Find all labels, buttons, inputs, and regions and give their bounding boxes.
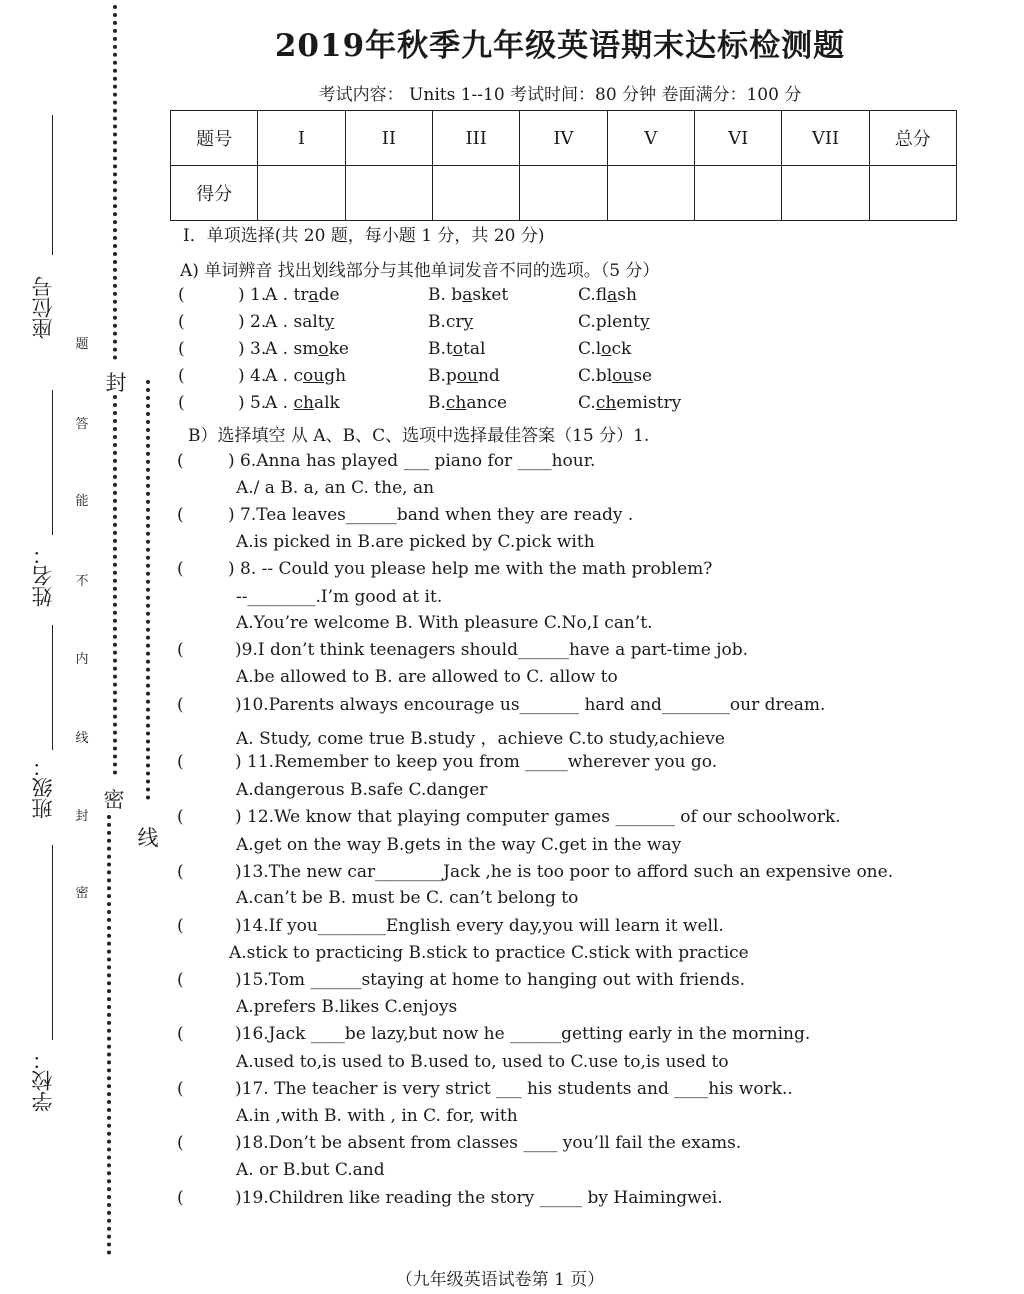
underlined-letters: ou <box>456 366 478 386</box>
seal-mark: 密 <box>103 788 125 812</box>
score-header-cell: I <box>258 111 345 166</box>
question-stem: )18.Don’t be absent from classes ____ you’ll fail the exams. <box>235 1133 742 1153</box>
class-line <box>52 625 53 750</box>
score-cell[interactable] <box>345 166 432 221</box>
question-stem: )14.If you________English every day,you will learn it well. <box>235 916 724 936</box>
answer-blank[interactable]: ( <box>177 807 184 827</box>
answer-options: A.stick to practicing B.stick to practice C.stick with practice <box>229 943 749 963</box>
question-stem: )19.Children like reading the story _____ by Haimingwei. <box>235 1188 723 1208</box>
option-a <box>265 312 334 332</box>
answer-blank[interactable]: ( <box>178 285 185 305</box>
seat-number-label: 座位号 <box>31 276 55 339</box>
option-text: emistry <box>616 393 682 413</box>
answer-blank[interactable]: ( <box>177 695 184 715</box>
option-text: nd <box>477 366 500 386</box>
option-text: A . c <box>265 366 304 386</box>
score-header-cell: III <box>432 111 519 166</box>
score-cell[interactable] <box>694 166 781 221</box>
answer-options: A.prefers B.likes C.enjoys <box>236 997 458 1017</box>
option-text: B.t <box>428 339 453 359</box>
answer-options: --________.I’m good at it. <box>236 587 443 607</box>
score-header-cell: 总分 <box>869 111 956 166</box>
option-b <box>428 285 508 305</box>
score-table <box>170 110 957 221</box>
school-line <box>52 845 53 1040</box>
score-cell[interactable] <box>432 166 519 221</box>
underlined-letters: ou <box>303 366 325 386</box>
answer-blank[interactable]: ( <box>178 366 185 386</box>
answer-blank[interactable]: ( <box>177 451 184 471</box>
question-number: ) 2. <box>238 312 267 332</box>
option-text: ke <box>328 339 349 359</box>
answer-blank[interactable]: ( <box>178 339 185 359</box>
option-text: C.fl <box>578 285 608 305</box>
dotted-fold-line <box>113 5 117 360</box>
answer-options: A.can’t be B. must be C. can’t belong to <box>236 888 579 908</box>
option-text: B. b <box>428 285 463 305</box>
question-stem: ) 7.Tea leaves______band when they are ready . <box>228 505 634 525</box>
option-text: A . tr <box>265 285 309 305</box>
score-cell[interactable] <box>520 166 607 221</box>
answer-blank[interactable]: ( <box>177 1133 184 1153</box>
warning-char: 不 <box>75 574 89 589</box>
underlined-letters: y <box>463 312 474 332</box>
answer-options: A. Study, come true B.study ，achieve C.to study,achieve <box>236 729 725 749</box>
underlined-letters: a <box>607 285 618 305</box>
option-text: tal <box>462 339 486 359</box>
question-number: ) 4. <box>238 366 267 386</box>
underlined-letters: ch <box>445 393 467 413</box>
part-a-heading: A) 单词辨音 找出划线部分与其他单词发音不同的选项。（5 分） <box>180 261 660 281</box>
exam-title: 2019年秋季九年级英语期末达标检测题 <box>274 28 846 64</box>
score-cell[interactable] <box>869 166 956 221</box>
dotted-cut-line <box>146 380 150 800</box>
warning-char: 内 <box>75 652 89 667</box>
underlined-letters: y <box>639 312 650 332</box>
option-text: gh <box>324 366 347 386</box>
question-stem: )13.The new car________Jack ,he is too poor to afford such an expensive one. <box>235 862 894 882</box>
option-c <box>578 312 650 332</box>
question-stem: ) 11.Remember to keep you from _____wherever you go. <box>235 752 718 772</box>
option-text: A . sm <box>265 339 319 359</box>
score-header-cell: V <box>607 111 694 166</box>
question-stem: )15.Tom ______staying at home to hanging out with friends. <box>235 970 746 990</box>
option-text: B.cr <box>428 312 464 332</box>
warning-char: 线 <box>75 731 89 746</box>
score-table-score-row <box>171 166 957 221</box>
option-text: ance <box>466 393 508 413</box>
option-a <box>265 339 349 359</box>
warning-char: 答 <box>75 417 89 432</box>
option-text: B. <box>428 393 446 413</box>
option-text: alk <box>313 393 340 413</box>
warning-char: 密 <box>75 886 89 901</box>
answer-blank[interactable]: ( <box>177 559 184 579</box>
answer-options: A.in ,with B. with , in C. for, with <box>236 1106 518 1126</box>
option-text: sh <box>617 285 637 305</box>
question-number: ) 3. <box>238 339 267 359</box>
option-text: C.plent <box>578 312 640 332</box>
answer-options: A.used to,is used to B.used to, used to C.use to,is used to <box>236 1052 729 1072</box>
option-c <box>578 393 681 413</box>
answer-blank[interactable]: ( <box>178 393 185 413</box>
question-stem: )16.Jack ____be lazy,but now he ______getting early in the morning. <box>235 1024 811 1044</box>
option-text: A . <box>265 393 294 413</box>
answer-options: A.dangerous B.safe C.danger <box>236 780 488 800</box>
answer-options: A./ a B. a, an C. the, an <box>236 478 435 498</box>
question-number: ) 5. <box>238 393 267 413</box>
dotted-fold-line <box>113 395 117 775</box>
option-text: sket <box>472 285 509 305</box>
underlined-letters: y <box>324 312 335 332</box>
option-text: B.p <box>428 366 457 386</box>
answer-blank[interactable]: ( <box>177 752 184 772</box>
option-text: C.l <box>578 339 602 359</box>
question-stem: )10.Parents always encourage us_______ hard and________our dream. <box>235 695 826 715</box>
question-stem: ) 8. -- Could you please help me with the math problem? <box>228 559 713 579</box>
section-heading: Ⅰ．单项选择(共 20 题，每小题 1 分，共 20 分) <box>183 226 545 246</box>
question-stem: )17. The teacher is very strict ___ his students and ____his work.. <box>235 1079 793 1099</box>
score-header-cell: II <box>345 111 432 166</box>
option-a <box>265 285 340 305</box>
answer-blank[interactable]: ( <box>177 1024 184 1044</box>
answer-options: A.get on the way B.gets in the way C.get in the way <box>236 835 682 855</box>
option-a <box>265 366 346 386</box>
option-text: ck <box>611 339 632 359</box>
score-table-header-row <box>171 111 957 166</box>
option-c <box>578 339 631 359</box>
answer-blank[interactable]: ( <box>177 970 184 990</box>
option-b <box>428 339 485 359</box>
score-cell[interactable] <box>607 166 694 221</box>
underlined-letters: ou <box>612 366 634 386</box>
option-b <box>428 312 473 332</box>
underlined-letters: o <box>601 339 612 359</box>
answer-options: A.be allowed to B. are allowed to C. allow to <box>236 667 618 687</box>
option-text: A . salt <box>265 312 325 332</box>
answer-options: A.is picked in B.are picked by C.pick with <box>236 532 595 552</box>
underlined-letters: a <box>462 285 473 305</box>
score-row-label: 得分 <box>171 166 258 221</box>
name-label: 姓名： <box>31 544 55 608</box>
answer-blank[interactable]: ( <box>177 1188 184 1208</box>
school-label: 学校： <box>31 1049 55 1113</box>
option-text: C.bl <box>578 366 613 386</box>
warning-char: 封 <box>75 809 89 824</box>
dotted-fold-line <box>107 815 111 1255</box>
warning-char: 能 <box>75 494 89 509</box>
option-text: C. <box>578 393 596 413</box>
score-header-cell: 题号 <box>171 111 258 166</box>
underlined-letters: o <box>318 339 329 359</box>
score-cell[interactable] <box>782 166 869 221</box>
seat-number-line <box>52 115 53 255</box>
answer-blank[interactable]: ( <box>177 640 184 660</box>
underlined-letters: a <box>308 285 319 305</box>
underlined-letters: o <box>452 339 463 359</box>
question-stem: ) 12.We know that playing computer games _______ of our schoolwork. <box>235 807 841 827</box>
question-stem: )9.I don’t think teenagers should______have a part-time job. <box>235 640 749 660</box>
option-a <box>265 393 340 413</box>
score-header-cell: IV <box>520 111 607 166</box>
option-b <box>428 393 507 413</box>
option-text: de <box>318 285 340 305</box>
answer-blank[interactable]: ( <box>178 312 185 332</box>
class-label: 班级： <box>31 756 55 820</box>
seal-mark: 封 <box>105 371 127 395</box>
option-text: se <box>633 366 653 386</box>
page-footer: （九年级英语试卷第 1 页） <box>395 1270 605 1290</box>
seal-mark: 线 <box>137 826 159 850</box>
answer-options: A. or B.but C.and <box>236 1160 385 1180</box>
option-c <box>578 366 652 386</box>
name-line <box>52 390 53 535</box>
score-header-cell: VII <box>782 111 869 166</box>
question-number: ) 1. <box>238 285 267 305</box>
answer-blank[interactable]: ( <box>177 862 184 882</box>
warning-char: 题 <box>75 337 89 352</box>
score-header-cell: VI <box>694 111 781 166</box>
underlined-letters: ch <box>293 393 314 413</box>
score-cell[interactable] <box>258 166 345 221</box>
option-b <box>428 366 500 386</box>
exam-subtitle: 考试内容： Units 1--10 考试时间：80 分钟 卷面满分：100 分 <box>318 85 802 105</box>
answer-blank[interactable]: ( <box>177 1079 184 1099</box>
underlined-letters: ch <box>595 393 617 413</box>
option-c <box>578 285 637 305</box>
answer-blank[interactable]: ( <box>177 505 184 525</box>
answer-blank[interactable]: ( <box>177 916 184 936</box>
part-b-heading: B）选择填空 从 A、B、C、选项中选择最佳答案（15 分）1. <box>188 426 650 446</box>
question-stem: ) 6.Anna has played ___ piano for ____hour. <box>228 451 596 471</box>
answer-options: A.You’re welcome B. With pleasure C.No,I can’t. <box>236 613 653 633</box>
